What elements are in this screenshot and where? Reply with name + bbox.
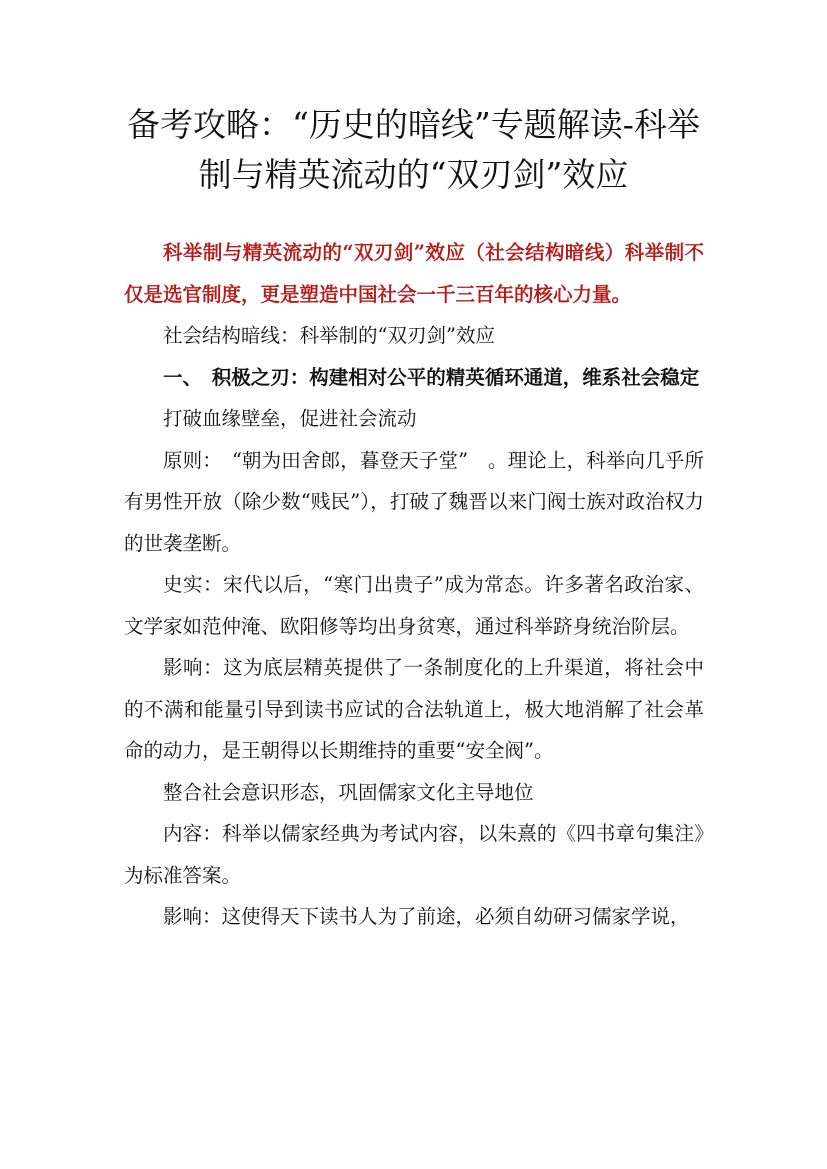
section-heading: 社会结构暗线：科举制的“双刃剑”效应 (163, 324, 495, 347)
title-line-2: 制与精英流动的“双刃剑”效应 (198, 155, 629, 194)
intro-paragraph: 科举制与精英流动的“双刃剑”效应（社会结构暗线）科举制不仅是选官制度，更是塑造中国社会一千三百年的核心力量。 (124, 241, 704, 306)
paragraph-historical-fact: 史实：宋代以后，“寒门出贵子”成为常态。许多著名政治家、文学家如范仲淹、欧阳修等均出身贫寒，通过科举跻身统治阶层。 (124, 573, 704, 638)
paragraph-content: 内容：科举以儒家经典为考试内容，以朱熹的《四书章句集注》为标准答案。 (124, 822, 704, 887)
title-line-1: 备考攻略：“历史的暗线”专题解读-科举 (127, 105, 700, 144)
paragraph-impact-safety-valve: 影响：这为底层精英提供了一条制度化的上升渠道，将社会中的不满和能量引导到读书应试的合法轨道上，极大地消解了社会革命的动力，是王朝得以长期维持的重要“安全阀”。 (124, 656, 704, 762)
document-body (124, 232, 704, 938)
paragraph-impact-confucian: 影响：这使得天下读书人为了前途，必须自幼研习儒家学说， (163, 905, 690, 928)
point-heading-ideology: 整合社会意识形态，巩固儒家文化主导地位 (163, 780, 534, 804)
document-title (100, 100, 727, 200)
point-heading-social-mobility: 打破血缘壁垒，促进社会流动 (163, 407, 417, 430)
paragraph-principle: 原则： “朝为田舍郎，暮登天子堂” 。理论上，科举向几乎所有男性开放（除少数“贱民”），打破了魏晋以来门阀士族对政治权力的世袭垄断。 (124, 448, 704, 555)
subsection-heading-positive: 一、 积极之刃：构建相对公平的精英循环通道，维系社会稳定 (163, 365, 700, 389)
